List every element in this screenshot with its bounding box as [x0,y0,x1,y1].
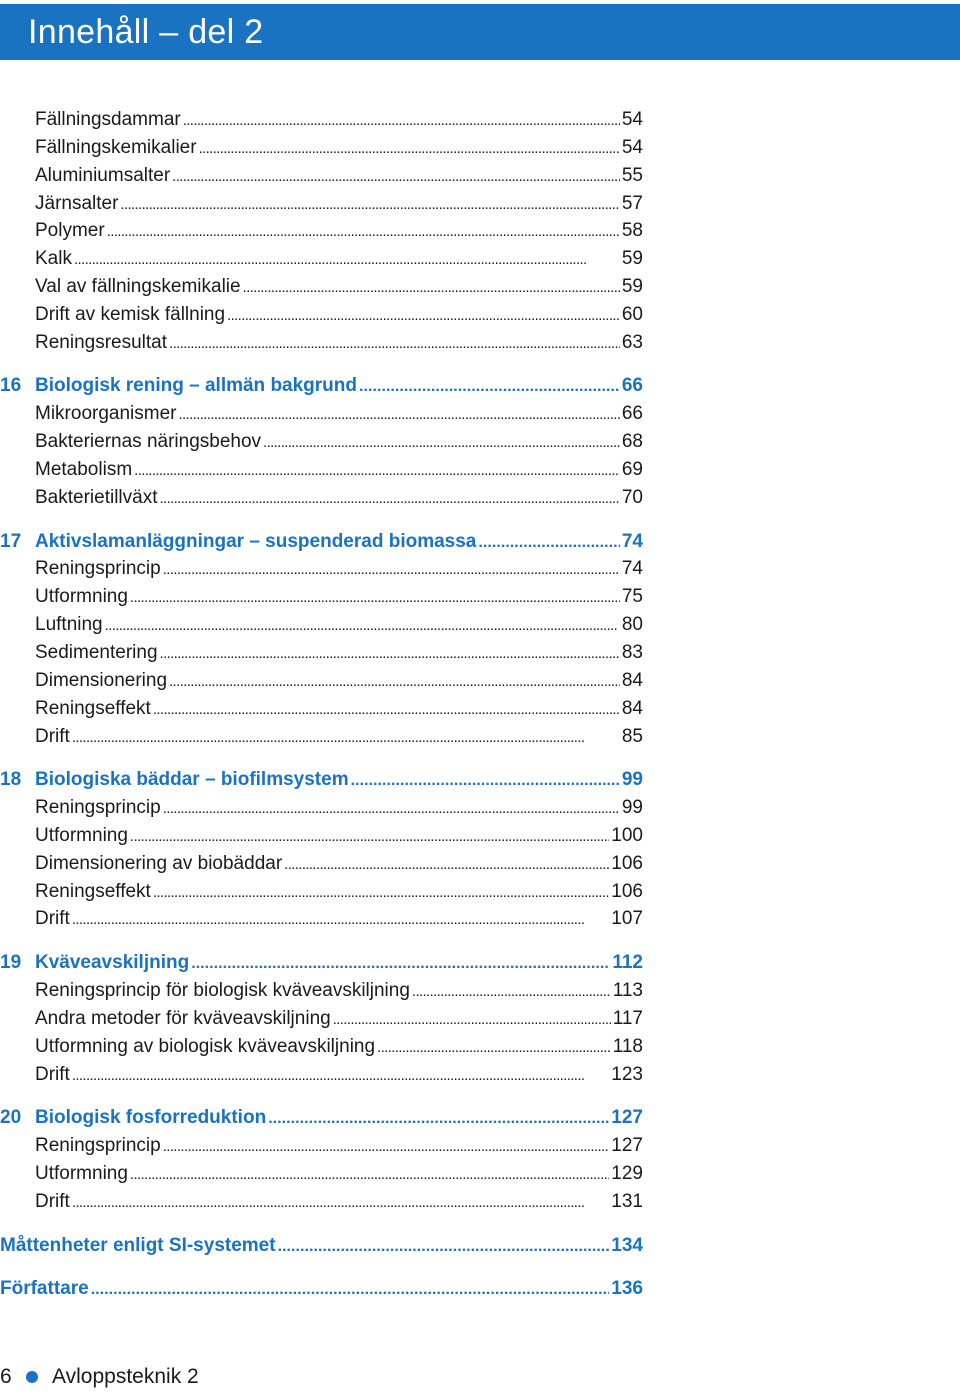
toc-dot-leader [130,583,620,612]
toc-entry [0,400,643,428]
page-footer [0,1364,199,1390]
toc-entry [0,583,643,611]
toc-page-number: 80 [621,614,643,636]
toc-page-number: 118 [612,1035,643,1057]
toc-entry [0,1033,643,1061]
toc-entry-title: Fällningskemikalier [35,136,197,158]
toc-section-entry [0,1275,643,1303]
toc-entry [0,329,643,357]
toc-page-number: 84 [621,697,643,719]
toc-dot-leader [172,162,620,191]
toc-dot-leader [268,1104,609,1133]
toc-entry-title: Drift [35,1190,70,1212]
toc-section-number: 19 [0,952,22,974]
bullet-dot-icon [26,1371,38,1383]
toc-entry-title: Drift [35,725,70,747]
toc-entry-title: Luftning [35,614,103,636]
toc-entry-title: Utformning [35,586,128,608]
toc-section-entry [0,1104,643,1132]
toc-entry-title: Reningsprincip [35,797,161,819]
toc-entry-title: Sedimentering [35,641,158,663]
toc-entry-title: Dimensionering av biobäddar [35,852,283,874]
toc-page-number: 131 [611,1190,643,1212]
toc-dot-leader [163,794,620,823]
toc-entry [0,639,643,667]
toc-page-number: 66 [621,375,643,397]
toc-page-number: 55 [621,164,643,186]
toc-dot-leader [72,723,620,752]
toc-entry-title: Utformning [35,824,128,846]
toc-section-entry [0,1232,643,1260]
toc-section-entry [0,949,643,977]
toc-page-number: 113 [612,980,643,1002]
toc-entry-title: Reningsprincip för biologisk kväveavskiljning [35,980,410,1002]
toc-entry [0,667,643,695]
toc-dot-leader [120,190,619,219]
toc-page-number: 85 [621,725,643,747]
toc-entry-title: Mikroorganismer [35,403,177,425]
toc-entry [0,134,643,162]
toc-entry-title: Fällningsdammar [35,109,181,130]
page-header-banner [0,4,960,60]
toc-page-number: 117 [612,1007,643,1029]
toc-page-number: 129 [611,1162,643,1184]
toc-entry [0,1061,643,1089]
toc-dot-leader [478,528,619,557]
toc-page-number: 74 [621,558,643,580]
toc-section-entry [0,528,643,556]
toc-section-number: 17 [0,530,22,552]
toc-entry-title: Bakterietillväxt [35,486,158,508]
toc-page-number: 136 [611,1278,643,1300]
toc-page-number: 100 [611,824,643,846]
toc-page-number: 57 [621,192,643,214]
toc-entry [0,794,643,822]
toc-entry [0,905,643,933]
toc-entry-title: Drift av kemisk fällning [35,303,226,325]
toc-entry [0,217,643,245]
toc-dot-leader [227,301,620,330]
toc-dot-leader [163,1132,610,1161]
toc-entry-title: Reningsresultat [35,331,168,353]
toc-page-number: 70 [621,486,643,508]
toc-entry [0,428,643,456]
toc-page-number: 106 [611,880,643,902]
toc-entry-title: Aluminiumsalter [35,164,171,186]
toc-page-number: 58 [621,220,643,242]
toc-page-number: 63 [621,331,643,353]
toc-page-number: 127 [611,1135,643,1157]
toc-entry [0,1005,643,1033]
toc-page-number: 127 [611,1107,643,1129]
toc-entry-title: Reningseffekt [35,697,151,719]
page-title: Innehåll – del 2 [28,13,264,51]
toc-page-number: 83 [621,641,643,663]
toc-entry-title: Biologisk rening – allmän bakgrund [35,375,357,397]
toc-dot-leader [377,1033,611,1062]
toc-entry [0,878,643,906]
toc-page-number: 106 [611,852,643,874]
toc-entry [0,273,643,301]
toc-dot-leader [72,1188,609,1217]
toc-page-number: 69 [621,459,643,481]
toc-entry-title: Utformning av biologisk kväveavskiljning [35,1035,376,1057]
toc-page-number: 123 [611,1063,643,1085]
toc-entry [0,190,643,218]
toc-section-entry [0,372,643,400]
toc-page-number: 112 [612,952,643,974]
toc-entry [0,723,643,751]
toc-page-number: 68 [621,431,643,453]
footer-book-title: Avloppsteknik 2 [52,1365,199,1388]
toc-entry [0,245,643,273]
toc-entry-title: Kväveavskiljning [35,952,190,974]
toc-dot-leader [191,949,610,978]
toc-dot-leader [74,245,620,274]
toc-entry-title: Reningsprincip [35,558,161,580]
toc-dot-leader [359,372,620,401]
toc-dot-leader [284,850,609,879]
toc-dot-leader [153,695,620,724]
toc-dot-leader [263,428,620,457]
toc-dot-leader [130,822,609,851]
toc-entry [0,301,643,329]
toc-dot-leader [351,766,620,795]
toc-page-number: 107 [611,908,643,930]
toc-entry [0,1132,643,1160]
toc-entry [0,977,643,1005]
toc-page-number: 134 [611,1234,643,1256]
toc-dot-leader [72,905,609,934]
toc-dot-leader [183,106,620,135]
toc-entry-title: Järnsalter [35,192,119,214]
toc-entry-title: Kalk [35,248,72,270]
toc-dot-leader [278,1232,610,1261]
toc-dot-leader [178,400,619,429]
toc-entry-title: Aktivslamanläggningar – suspenderad biomassa [35,530,477,552]
toc-dot-leader [243,273,620,302]
footer-page-number: 6 [0,1365,12,1388]
toc-dot-leader [72,1061,609,1090]
toc-entry-title: Drift [35,908,70,930]
toc-entry-title: Metabolism [35,459,133,481]
toc-dot-leader [160,639,620,668]
toc-dot-leader [134,456,620,485]
toc-entry [0,695,643,723]
toc-page-number: 60 [621,303,643,325]
toc-entry-title: Bakteriernas näringsbehov [35,431,262,453]
toc-entry [0,484,643,512]
toc-dot-leader [163,555,620,584]
toc-section-number: 18 [0,769,22,791]
toc-page-number: 66 [621,403,643,425]
toc-page-number: 59 [621,248,643,270]
toc-entry-title: Reningsprincip [35,1135,161,1157]
toc-dot-leader [169,667,620,696]
toc-page-number: 74 [621,530,643,552]
toc-entry-title: Andra metoder för kväveavskiljning [35,1007,331,1029]
toc-entry [0,1160,643,1188]
toc-page-number: 59 [621,276,643,298]
toc-entry-title: Drift [35,1063,70,1085]
toc-page-number: 75 [621,586,643,608]
toc-dot-leader [105,611,620,640]
toc-dot-leader [160,484,620,513]
toc-dot-leader [169,329,620,358]
toc-entry [0,162,643,190]
toc-entry [0,555,643,583]
toc-entry-title: Reningseffekt [35,880,151,902]
toc-entry-title: Biologiska bäddar – biofilmsystem [35,769,349,791]
toc-entry-title: Val av fällningskemikalie [35,276,241,298]
toc-entry-title: Utformning [35,1162,128,1184]
toc-entry [0,611,643,639]
toc-entry [0,1188,643,1216]
toc-entry-title: Polymer [35,220,105,242]
toc-entry [0,822,643,850]
toc-entry-title: Måttenheter enligt SI-systemet [0,1234,276,1256]
toc-page-number: 99 [621,769,643,791]
toc-dot-leader [130,1160,609,1189]
toc-entry [0,850,643,878]
toc-entry [0,106,643,134]
toc-section-entry [0,766,643,794]
toc-dot-leader [91,1275,610,1304]
toc-dot-leader [153,878,609,907]
toc-entry-title: Dimensionering [35,669,168,691]
toc-page-number: 99 [621,797,643,819]
table-of-contents [0,106,643,1303]
toc-dot-leader [333,1005,611,1034]
toc-page-number: 54 [621,109,643,130]
toc-dot-leader [199,134,620,163]
toc-section-number: 16 [0,375,22,397]
toc-page-number: 54 [621,136,643,158]
toc-page-number: 84 [621,669,643,691]
toc-section-number: 20 [0,1107,22,1129]
toc-entry-title: Biologisk fosforreduktion [35,1107,267,1129]
toc-dot-leader [412,977,611,1006]
toc-entry-title: Författare [0,1278,89,1300]
toc-dot-leader [107,217,620,246]
toc-entry [0,456,643,484]
